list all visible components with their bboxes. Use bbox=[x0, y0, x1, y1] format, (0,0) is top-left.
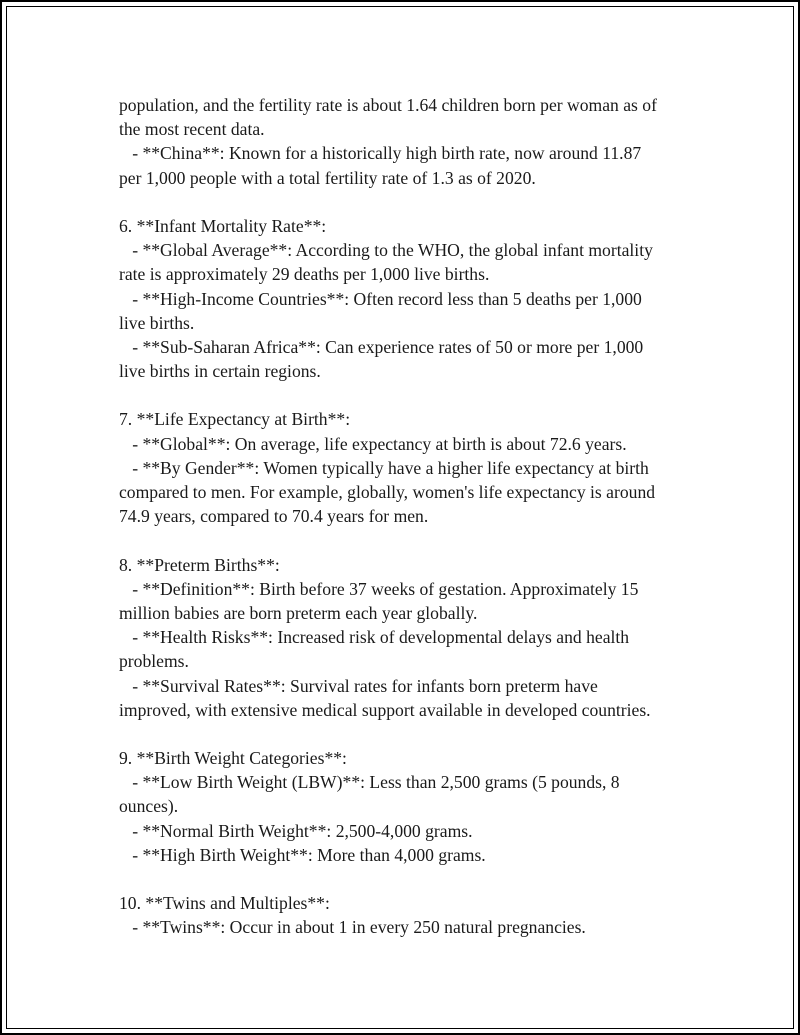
text-line: ounces). bbox=[119, 796, 179, 817]
text-line: - **Survival Rates**: Survival rates for infants born preterm have bbox=[119, 675, 598, 696]
text-line: - **High Birth Weight**: More than 4,000 grams. bbox=[119, 844, 486, 865]
blank-line bbox=[119, 867, 709, 891]
text-line: - **Global Average**: According to the WHO, the global infant mortality bbox=[119, 240, 653, 261]
text-line: - **Normal Birth Weight**: 2,500-4,000 grams. bbox=[119, 820, 473, 841]
text-line: per 1,000 people with a total fertility rate of 1.3 as of 2020. bbox=[119, 167, 536, 188]
text-line: - **Health Risks**: Increased risk of developmental delays and health bbox=[119, 627, 630, 648]
text-line: 8. **Preterm Births**: bbox=[119, 554, 280, 575]
text-line: compared to men. For example, globally, women's life expectancy is around bbox=[119, 482, 656, 502]
text-line: - **Sub-Saharan Africa**: Can experience rates of 50 or more per 1,000 bbox=[119, 336, 644, 357]
text-line: improved, with extensive medical support available in developed countries. bbox=[119, 699, 651, 720]
document-body bbox=[119, 93, 709, 940]
text-line: 74.9 years, compared to 70.4 years for men. bbox=[119, 506, 429, 527]
blank-line bbox=[119, 528, 709, 552]
text-line: 9. **Birth Weight Categories**: bbox=[119, 748, 347, 769]
text-line: - **Global**: On average, life expectancy at birth is about 72.6 years. bbox=[119, 433, 627, 454]
text-line: - **China**: Known for a historically high birth rate, now around 11.87 bbox=[119, 143, 642, 164]
blank-line bbox=[119, 190, 709, 214]
text-line: - **By Gender**: Women typically have a higher life expectancy at birth bbox=[119, 457, 649, 478]
text-line: - **Definition**: Birth before 37 weeks of gestation. Approximately 15 bbox=[119, 578, 639, 599]
text-line: 6. **Infant Mortality Rate**: bbox=[119, 215, 327, 236]
text-line: million babies are born preterm each year globally. bbox=[119, 602, 478, 623]
text-line: - **Twins**: Occur in about 1 in every 250 natural pregnancies. bbox=[119, 917, 586, 938]
text-line: population, and the fertility rate is about 1.64 children born per woman as of bbox=[119, 95, 657, 115]
text-line: rate is approximately 29 deaths per 1,000 live births. bbox=[119, 264, 490, 285]
text-line: 10. **Twins and Multiples**: bbox=[119, 893, 330, 914]
text-line: - **Low Birth Weight (LBW)**: Less than 2,500 grams (5 pounds, 8 bbox=[119, 772, 620, 793]
text-line: the most recent data. bbox=[119, 119, 265, 140]
text-line: 7. **Life Expectancy at Birth**: bbox=[119, 409, 351, 430]
text-line: live births in certain regions. bbox=[119, 361, 321, 382]
text-line: live births. bbox=[119, 312, 195, 333]
blank-line bbox=[119, 722, 709, 746]
blank-line bbox=[119, 383, 709, 407]
text-line: - **High-Income Countries**: Often record less than 5 deaths per 1,000 bbox=[119, 288, 642, 309]
text-line: problems. bbox=[119, 651, 189, 672]
